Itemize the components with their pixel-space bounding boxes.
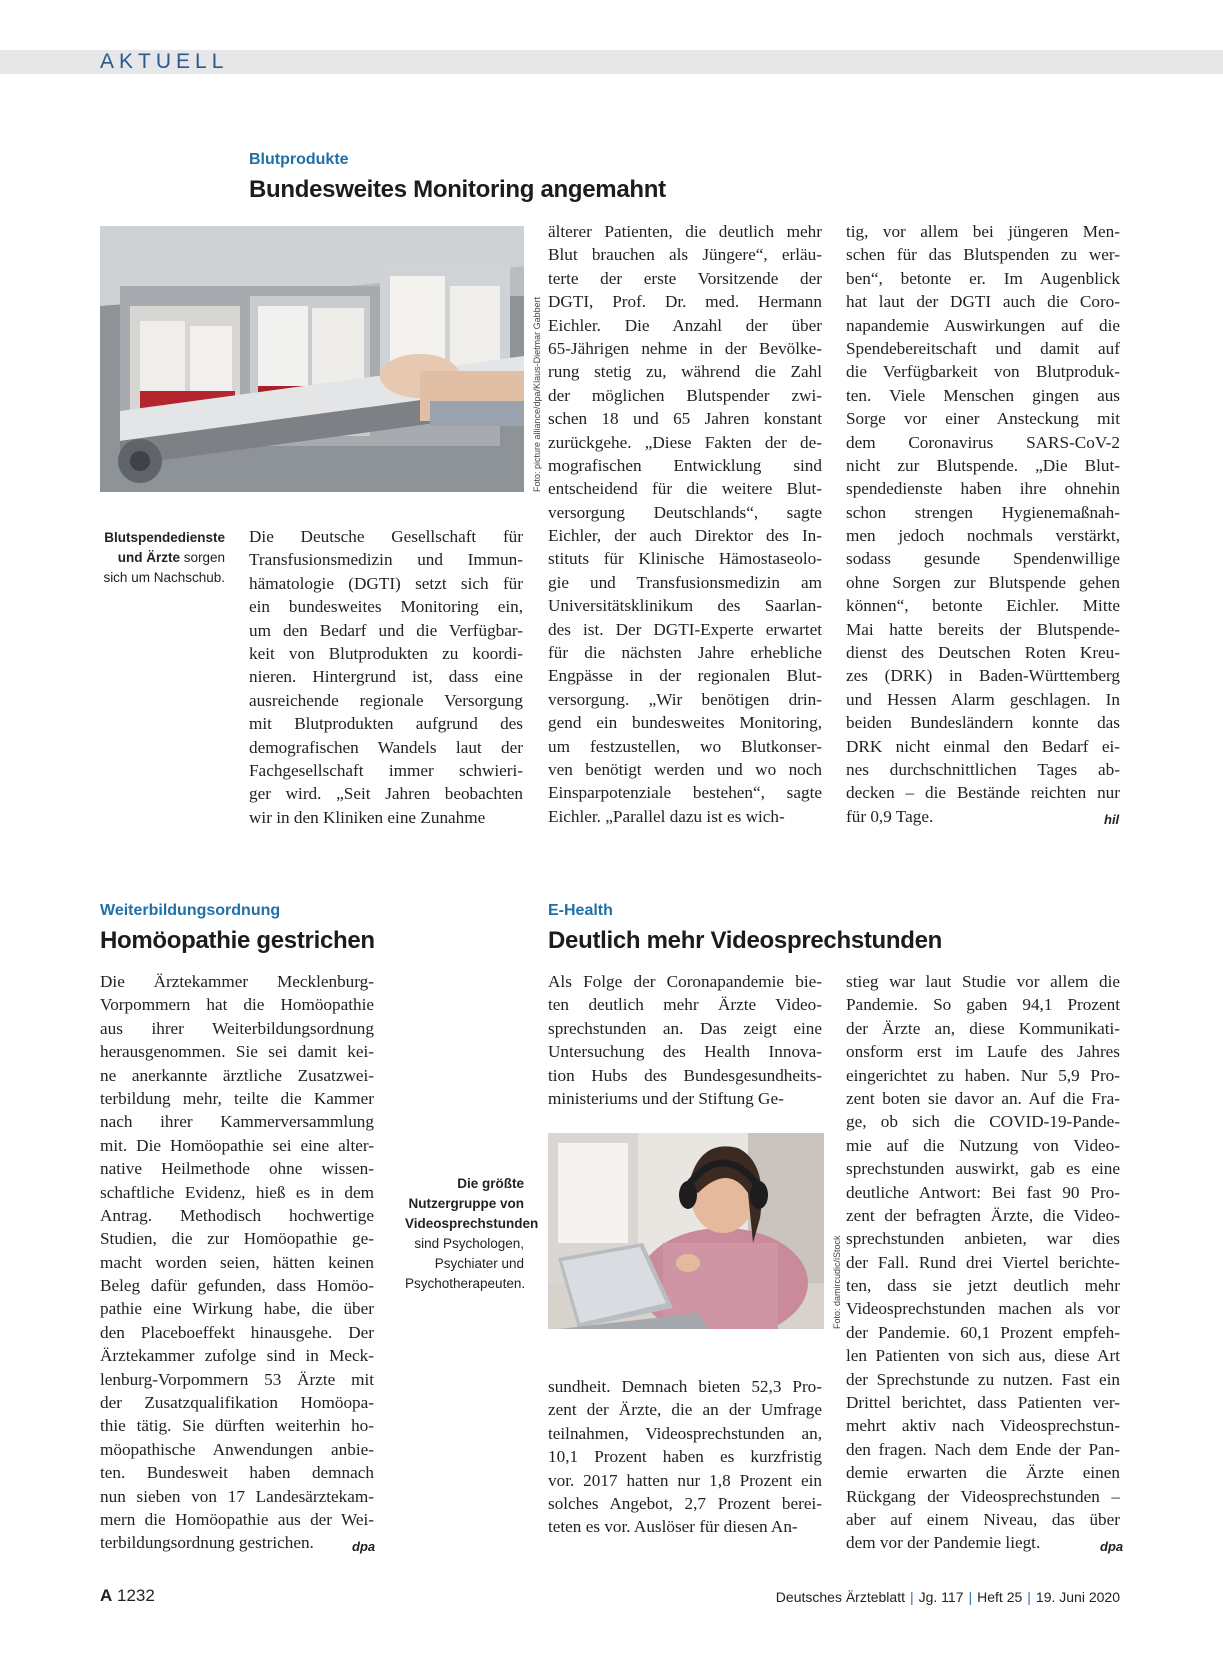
text-line: der Ärzte an, diese Kommunikati-: [846, 1018, 1120, 1038]
text-line: demografischen Wandels laut der: [249, 737, 523, 757]
journal-volume: Jg. 117: [918, 1589, 964, 1605]
text-line: zent der befragten Ärzte, die Video-: [846, 1205, 1120, 1225]
text-line: zent boten sie davor an. Auf die Fra-: [846, 1088, 1120, 1108]
text-line: Untersuchung des Health Innova-: [548, 1042, 822, 1062]
text-line: deutliche Antwort: Bei fast 90 Pro-: [846, 1182, 1120, 1202]
text-line: ne anerkannte ärztliche Zusatzwei-: [100, 1065, 374, 1085]
text-line: ministeriums und der Stiftung Ge-: [548, 1088, 784, 1108]
text-line: Ärztekammer zufolge sind in Meck-: [100, 1346, 374, 1366]
text-line: demie erwarten die Ärzte einen: [846, 1463, 1120, 1483]
text-line: pathie eine Wirkung habe, die über: [100, 1299, 374, 1319]
text-line: DGTI, Prof. Dr. med. Hermann: [548, 292, 822, 312]
text-line: sprechstunden auswirkt, gab es eine: [846, 1159, 1120, 1179]
text-line: dienst des Deutschen Roten Kreu-: [846, 643, 1120, 663]
text-line: sprechstunden an. Das zeigt eine: [548, 1018, 822, 1038]
text-line: Beleg dafür gefunden, dass Homöo-: [100, 1276, 374, 1296]
text-line: der Zusatzqualifikation Homöopa-: [100, 1393, 374, 1413]
text-line: stituts für Klinische Hämostaseolo-: [548, 549, 822, 569]
text-line: nieren. Hintergrund ist, dass eine: [249, 667, 523, 687]
text-line: Sorge vor einer Ansteckung mit: [846, 409, 1120, 429]
text-line: nicht zur Blutspende. „Die Blut-: [846, 455, 1120, 475]
blood-bags-illustration: [100, 226, 524, 492]
text-line: tig, vor allem bei jüngeren Men-: [846, 222, 1120, 241]
text-line: sundheit. Demnach bieten 52,3 Pro-: [548, 1377, 822, 1396]
text-line: die Verfügbarkeit von Blutproduk-: [846, 362, 1120, 382]
text-line: mern die Homöopathie aus der Wei-: [100, 1509, 374, 1529]
text-line: sodass gesunde Spendenwillige: [846, 549, 1120, 569]
article1-caption-rest: sorgen sich um Nachschub.: [103, 550, 225, 585]
text-line: versorgung Deutschlands“, sagte: [548, 502, 822, 522]
text-line: thie tätig. Sie dürften weiterhin ho-: [100, 1416, 374, 1436]
text-line: ohne Sorgen zur Blutspende gehen: [846, 572, 1120, 592]
text-line: wir in den Kliniken eine Zunahme: [249, 807, 486, 827]
text-line: 65-Jährigen nehme in der Bevölke-: [548, 338, 822, 358]
footer-separator: |: [909, 1589, 914, 1605]
footer-journal-info: [776, 1589, 1120, 1605]
text-line: rung stetig zu, während die Zahl: [548, 362, 822, 382]
text-line: Engpässe in der regionalen Blut-: [548, 666, 822, 686]
text-line: men jedoch nochmals verstärkt,: [846, 526, 1120, 546]
text-line: gie und Transfusionsmedizin am: [548, 572, 822, 592]
article2-signature: dpa: [352, 1539, 376, 1554]
journal-name: Deutsches Ärzteblatt: [775, 1589, 905, 1605]
text-line: schen 18 und 65 Jahren konstant: [548, 409, 822, 429]
text-line: len Patienten von sich aus, diese Art: [846, 1346, 1120, 1366]
text-line: um den Bedarf und die Verfügbar-: [249, 620, 523, 640]
text-line: Eichler, der auch Direktor des In-: [548, 526, 822, 546]
text-line: schen für das Blutspenden zu wer-: [846, 245, 1120, 265]
text-line: hat laut der DGTI auch die Coro-: [846, 292, 1120, 312]
text-line: nun sieben von 17 Landesärztekam-: [100, 1486, 374, 1506]
text-line: mografischen Entwicklung sind: [548, 455, 822, 475]
text-line: Videosprechstunden machen als vor: [846, 1299, 1120, 1319]
text-line: Vorpommern hat die Homöopathie: [100, 995, 374, 1015]
text-line: Die Deutsche Gesellschaft für: [249, 527, 523, 546]
text-line: terbildungsordnung gestrichen.: [100, 1533, 314, 1553]
text-line: Blut brauchen als Jüngere“, erläu-: [548, 245, 822, 265]
article1-headline[interactable]: Bundesweites Monitoring angemahnt: [249, 176, 666, 203]
text-line: native Heilmethode ohne wissen-: [100, 1159, 374, 1179]
text-line: ben“, betonte er. Im Augenblick: [846, 268, 1120, 288]
text-line: der Pandemie. 60,1 Prozent empfeh-: [846, 1322, 1120, 1342]
text-line: dem Coronavirus SARS-CoV-2: [846, 432, 1120, 452]
text-line: für die nächsten Jahre erhebliche: [548, 643, 822, 663]
text-line: terbildung mehr, teilte die Kammer: [100, 1088, 374, 1108]
article3-headline[interactable]: Deutlich mehr Videosprechstunden: [548, 927, 943, 954]
text-line: Mai hatte bereits der Blutspende-: [846, 619, 1120, 639]
text-line: spendedienste haben ihre ohnehin: [846, 479, 1120, 499]
text-line: macht worden seien, hätten keinen: [100, 1252, 374, 1272]
text-line: versorgung. „Wir benötigen drin-: [548, 689, 822, 709]
text-line: den Placeboeffekt hinausgehe. Der: [100, 1322, 374, 1342]
text-line: sprechstunden anbieten, war dies: [846, 1229, 1120, 1249]
article3-column-2: [846, 970, 1120, 1555]
blood-bags-photo: [100, 226, 524, 492]
article1-kicker: Blutprodukte: [249, 151, 349, 168]
text-line: dem vor der Pandemie liegt.: [846, 1533, 1041, 1553]
text-line: terte der erste Vorsitzende der: [548, 268, 822, 288]
article3-photo-credit: Foto: damircudic/iStock: [832, 1235, 842, 1329]
text-line: älterer Patienten, die deutlich mehr: [548, 222, 822, 241]
text-line: mit. Die Homöopathie sei eine alter-: [100, 1135, 374, 1155]
article1-photo-credit: Foto: picture alliance/dpa/Klaus-Dietmar Gabbert: [532, 296, 542, 492]
text-line: Spendebereitschaft und damit auf: [846, 338, 1120, 358]
text-line: napandemie Auswirkungen auf die: [846, 315, 1120, 335]
text-line: zent der Ärzte, die an der Umfrage: [548, 1400, 822, 1420]
text-line: und Hessen Alarm geschlagen. In: [846, 689, 1120, 709]
text-line: ten. Viele Menschen gingen aus: [846, 385, 1120, 405]
text-line: schaftliche Evidenz, hieß es in dem: [100, 1182, 374, 1202]
text-line: Einsparpotenziale bestehen“, sagte: [548, 783, 822, 803]
text-line: ge, ob sich die COVID-19-Pande-: [846, 1112, 1120, 1132]
text-line: gend ein bundesweites Monitoring,: [548, 713, 822, 733]
text-line: decken – die Bestände reichten nur: [846, 783, 1120, 803]
article3-signature: dpa: [1100, 1539, 1124, 1554]
text-line: der Sprechstunde zu nutzen. Fast ein: [846, 1369, 1120, 1389]
text-line: Als Folge der Coronapandemie bie-: [548, 972, 822, 991]
text-line: Drittel berichtet, dass Patienten ver-: [846, 1393, 1120, 1413]
article3-caption-rest: sind Psychologen, Psychiater und Psychotherapeuten.: [405, 1236, 526, 1291]
text-line: eingerichtet zu haben. Nur 5,9 Pro-: [846, 1065, 1120, 1085]
journal-date: 19. Juni 2020: [1035, 1589, 1120, 1605]
text-line: Eichler. Die Anzahl der über: [548, 315, 822, 335]
text-line: nes durchschnittlichen Tages ab-: [846, 759, 1120, 779]
text-line: teten es vor. Auslöser für diesen An-: [548, 1517, 798, 1537]
text-line: zes (DRK) in Baden-Württemberg: [846, 666, 1120, 686]
page-number: [100, 1586, 155, 1606]
article2-kicker: Weiterbildungsordnung: [100, 902, 281, 919]
text-line: teilnahmen, Videosprechstunden an,: [548, 1423, 822, 1443]
text-line: für 0,9 Tage.: [846, 806, 934, 826]
article3-column-1-top: [548, 970, 822, 1110]
article1-column-1: [249, 525, 523, 829]
text-line: tion Hubs des Bundesgesundheits-: [548, 1065, 822, 1085]
text-line: aber auf einem Niveau, das über: [846, 1509, 1120, 1529]
text-line: 10,1 Prozent haben es kurzfristig: [548, 1447, 822, 1467]
text-line: entscheidend für die weitere Blut-: [548, 479, 822, 499]
text-line: onsform erst im Laufe des Jahres: [846, 1042, 1120, 1062]
text-line: um festzustellen, wo Blutkonser-: [548, 736, 822, 756]
text-line: nach ihrer Kammerversammlung: [100, 1112, 374, 1132]
footer-separator: |: [968, 1589, 973, 1605]
journal-issue: Heft 25: [977, 1589, 1023, 1605]
text-line: schon strengen Hygienemaßnah-: [846, 502, 1120, 522]
text-line: können“, betonte Eichler. Mitte: [846, 596, 1120, 616]
text-line: keit von Blutprodukten zu koordi-: [249, 643, 523, 663]
text-line: ger wird. „Seit Jahren beobachten: [249, 784, 523, 804]
article1-photo-caption: [95, 528, 225, 588]
text-line: Die Ärztekammer Mecklenburg-: [100, 972, 374, 991]
text-line: ein bundesweites Monitoring ein,: [249, 597, 523, 617]
text-line: Fachgesellschaft immer schwieri-: [249, 760, 523, 780]
text-line: DRK nicht einmal den Bedarf ei-: [846, 736, 1120, 756]
text-line: möopathische Anwendungen anbie-: [100, 1439, 374, 1459]
text-line: des ist. Der DGTI-Experte erwartet: [548, 619, 822, 639]
article1-column-2: [548, 220, 822, 828]
text-line: aus ihrer Weiterbildungsordnung: [100, 1018, 374, 1038]
video-call-photo: [548, 1133, 824, 1329]
article3-column-1-bottom: [548, 1375, 822, 1539]
article2-headline[interactable]: Homöopathie gestrichen: [100, 927, 375, 954]
text-line: stieg war laut Studie vor allem die: [846, 972, 1120, 991]
text-line: hämatologie (DGTI) setzt sich für: [249, 573, 523, 593]
article2-column-1: [100, 970, 374, 1555]
text-line: mit Blutprodukten aufgrund des: [249, 714, 523, 734]
article1-caption-bold: Blutspendedienste und Ärzte: [104, 530, 225, 565]
text-line: mehrt aktiv nach Videosprechstun-: [846, 1416, 1120, 1436]
text-line: Eichler. „Parallel dazu ist es wich-: [548, 806, 785, 826]
text-line: solches Angebot, 2,7 Prozent berei-: [548, 1493, 822, 1513]
text-line: Rückgang der Videosprechstunden –: [846, 1486, 1120, 1506]
section-label: AKTUELL: [100, 50, 229, 73]
text-line: ven benötigt werden und wo noch: [548, 759, 822, 779]
text-line: lenburg-Vorpommern 53 Ärzte mit: [100, 1369, 374, 1389]
text-line: herausgenommen. Sie sei damit kei-: [100, 1042, 374, 1062]
text-line: beiden Bundesländern konnte das: [846, 713, 1120, 733]
text-line: der Fall. Rund drei Viertel berichte-: [846, 1252, 1120, 1272]
article3-kicker: E-Health: [548, 902, 613, 919]
footer-separator: |: [1027, 1589, 1031, 1605]
article1-column-3: [846, 220, 1120, 828]
article1-signature: hil: [1104, 812, 1120, 827]
text-line: den fragen. Nach dem Ende der Pan-: [846, 1439, 1120, 1459]
text-line: Pandemie. So gaben 94,1 Prozent: [846, 995, 1120, 1015]
text-line: ausreichende regionale Versorgung: [249, 690, 523, 710]
text-line: ten deutlich mehr Ärzte Video-: [548, 995, 822, 1015]
page-number-value: 1232: [117, 1586, 155, 1605]
text-line: Transfusionsmedizin und Immun-: [249, 550, 523, 570]
text-line: zurückgehe. „Diese Fakten der de-: [548, 432, 822, 452]
text-line: ten, dass sie jetzt deutlich mehr: [846, 1276, 1120, 1296]
text-line: vor. 2017 hatten nur 1,8 Prozent ein: [548, 1470, 822, 1490]
video-call-illustration: [548, 1133, 824, 1329]
article3-photo-caption: [405, 1174, 539, 1294]
text-line: der möglichen Blutspender zwi-: [548, 385, 822, 405]
article3-caption-bold: Die größte Nutzergruppe von Videosprechstunden: [405, 1176, 539, 1231]
text-line: mie auf die Nutzung von Video-: [846, 1135, 1120, 1155]
text-line: ten. Bundesweit haben demnach: [100, 1463, 374, 1483]
text-line: Studien, die zur Homöopathie ge-: [100, 1229, 374, 1249]
page-prefix: A: [100, 1586, 113, 1605]
text-line: Antrag. Methodisch hochwertige: [100, 1205, 374, 1225]
text-line: Universitätsklinikum des Saarlan-: [548, 596, 822, 616]
